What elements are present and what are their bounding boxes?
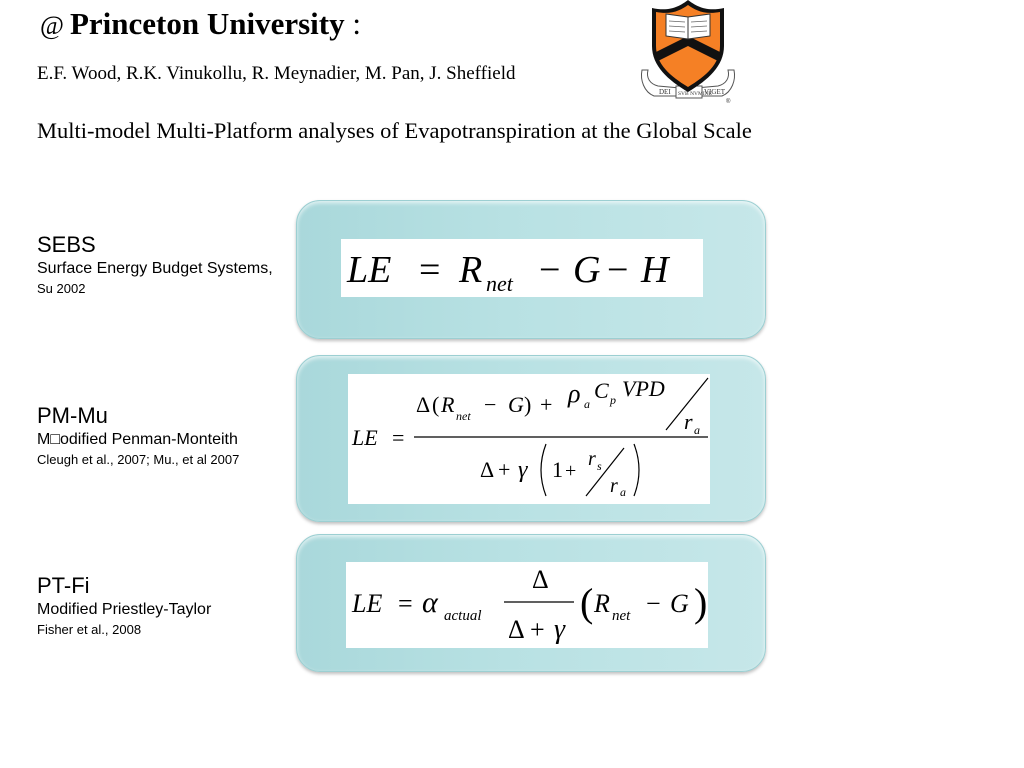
eq-ra: r	[684, 409, 693, 434]
eq-alpha-subscript: actual	[444, 608, 482, 624]
eq-G: G	[573, 249, 601, 291]
eq-paren: (	[432, 392, 440, 417]
pt-fi-equation	[346, 562, 708, 648]
eq-minus: −	[646, 589, 661, 618]
presentation-subtitle: Multi-model Multi-Platform analyses of Evapotranspiration at the Global Scale	[37, 118, 752, 143]
method-description: Surface Energy Budget Systems,	[37, 260, 273, 277]
eq-VPD: VPD	[622, 376, 665, 401]
equation-panel-pt-fi	[346, 562, 708, 648]
method-citation: Fisher et al., 2008	[37, 622, 142, 637]
method-description: M□odified Penman-Monteith	[37, 431, 238, 448]
eq-plus: +	[565, 460, 577, 482]
eq-lhs: LE	[352, 425, 378, 450]
eq-R: R	[594, 589, 610, 618]
eq-equals: =	[398, 589, 413, 618]
eq-ra-subscript: a	[694, 423, 700, 437]
eq-R-subscript: net	[486, 271, 513, 296]
eq-rho: ρ	[568, 379, 581, 408]
title-colon: :	[352, 6, 361, 41]
sebs-equation	[341, 239, 703, 297]
eq-rs: r	[588, 448, 596, 470]
method-name: PT-Fi	[37, 573, 90, 598]
eq-C-subscript: p	[610, 393, 616, 407]
eq-plus: +	[530, 615, 545, 644]
method-pt-fi	[37, 573, 211, 639]
eq-lhs: LE	[352, 589, 383, 618]
eq-G: G	[508, 392, 524, 417]
method-citation: Cleugh et al., 2007; Mu., et al 2007	[37, 452, 240, 467]
eq-G: G	[670, 589, 689, 618]
eq-R: R	[441, 392, 455, 417]
eq-equals: =	[392, 425, 405, 450]
princeton-shield-icon	[636, 0, 740, 106]
pm-mu-equation	[348, 374, 710, 504]
eq-equals: =	[419, 249, 441, 291]
eq-delta: Δ	[416, 392, 431, 417]
svg-text:VIGET: VIGET	[704, 88, 725, 96]
eq-plus: +	[540, 392, 553, 417]
authors: E.F. Wood, R.K. Vinukollu, R. Meynadier, M. Pan, J. Sheffield	[37, 63, 516, 84]
svg-text:®: ®	[726, 99, 731, 105]
eq-minus: −	[484, 392, 497, 417]
method-description: Modified Priestley-Taylor	[37, 601, 212, 618]
eq-delta: Δ	[508, 615, 525, 644]
eq-gamma: γ	[554, 614, 566, 645]
method-sebs	[37, 232, 273, 298]
eq-minus: −	[539, 249, 561, 291]
equation-box-pm-mu	[296, 355, 766, 522]
equation-box-sebs	[296, 200, 766, 339]
eq-one: 1	[552, 457, 563, 482]
eq-R-subscript: net	[612, 608, 631, 624]
eq-C: C	[594, 378, 609, 403]
at-symbol: @	[40, 11, 64, 40]
equation-panel-pm-mu	[348, 374, 710, 504]
eq-H: H	[641, 249, 669, 291]
eq-rs-subscript: s	[597, 459, 602, 473]
eq-paren: )	[694, 580, 708, 625]
eq-plus: +	[498, 457, 511, 482]
eq-lhs: LE	[347, 249, 392, 291]
university-name: Princeton University	[69, 6, 345, 41]
method-name: PM-Mu	[37, 403, 108, 428]
svg-text:SVB NVMINE: SVB NVMINE	[678, 91, 713, 97]
method-pm-mu	[37, 403, 239, 469]
eq-paren: (	[580, 580, 594, 625]
eq-rho-subscript: a	[584, 397, 590, 411]
eq-ra-subscript: a	[620, 485, 626, 499]
method-name: SEBS	[37, 232, 96, 257]
eq-ra: r	[610, 475, 618, 497]
equation-box-pt-fi	[296, 534, 766, 672]
svg-text:DEI: DEI	[659, 88, 671, 96]
eq-delta: Δ	[532, 565, 549, 594]
eq-R-subscript: net	[456, 409, 471, 423]
eq-paren: )	[524, 392, 532, 417]
eq-delta: Δ	[480, 457, 495, 482]
equation-panel-sebs	[341, 239, 703, 297]
eq-gamma: γ	[518, 457, 528, 483]
method-citation: Su 2002	[37, 281, 86, 296]
eq-R: R	[459, 249, 483, 291]
title-line	[40, 6, 361, 42]
eq-alpha: α	[422, 586, 438, 619]
eq-minus: −	[607, 249, 629, 291]
